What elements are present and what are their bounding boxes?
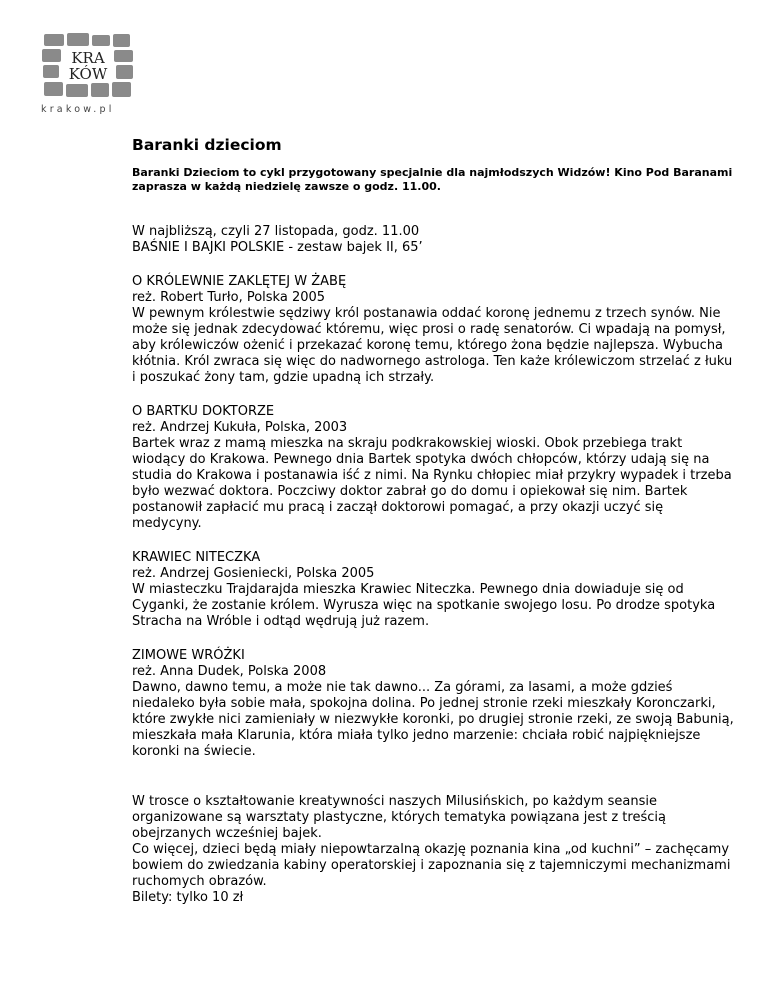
film-title: KRAWIEC NITECZKA [132,550,261,565]
film-description: W pewnym królestwie sędziwy król postanawia oddać koronę jednemu z trzech synów. Nie może się jednak zdecydować któremu, więc prosi o radę senatorów. Ci wpadają na pomysł, aby królewiczów ożenić i przekazać koronę temu, którego żona będzie najlepsza. Wybucha kłótnia. Król zwraca się więc do nadwornego astrologa. Ten każe królewiczom strzelać z łuku i poszukać żony tam, gdzie upadną ich strzały. [132,306,733,385]
krakow-logo-mosaic-icon [40,32,136,106]
logo-caption: krakow.pl [41,104,115,115]
screening-lead [132,224,736,256]
film-credit: reż. Andrzej Gosieniecki, Polska 2005 [132,566,375,581]
screening-date: W najbliższą, czyli 27 listopada, godz. 11.00 [132,224,420,239]
film-title: ZIMOWE WRÓŻKI [132,648,245,663]
film-description: Bartek wraz z mamą mieszka na skraju podkrakowskiej wioski. Obok przebiega trakt wiodący do Krakowa. Pewnego dnia Bartek spotyka dwóch chłopców, którzy udają się na studia do Krakowa i postanawia iść z nimi. Na Rynku chłopiec miał przykry wypadek i trzeba było wezwać doktora. Poczciwy doktor zabrał go do domu i opiekował się nim. Bartek postanowił zapłacić mu pracą i zaczął doktorowi pomagać, a przy okazji uczyć się medycyny. [132,436,732,531]
projection-room-paragraph: Co więcej, dzieci będą miały niepowtarzalną okazję poznania kina „od kuchni” – zachęcamy bowiem do zwiedzania kabiny operatorskiej i zapoznania się z tajemniczymi mechanizmami ruchomych obrazów. [132,842,731,889]
film-title: O KRÓLEWNIE ZAKLĘTEJ W ŻABĘ [132,274,347,289]
screening-program: BAŚNIE I BAJKI POLSKIE - zestaw bajek II, 65’ [132,240,423,255]
logo-text-bottom: KÓW [68,65,108,83]
film-credit: reż. Robert Turło, Polska 2005 [132,290,326,305]
page-title: Baranki dzieciom [132,136,282,154]
film-entry [132,274,736,386]
film-description: Dawno, dawno temu, a może nie tak dawno... Za górami, za lasami, a może gdzieś niedaleko była sobie mała, spokojna dolina. Po jednej stronie rzeki mieszkały Koronczarki, które zwykłe nici zamieniały w niezwykłe koronki, po drugiej stronie rzeki, ze swoją Babunią, mieszkała mała Klarunia, która miała tylko jedno marzenie: chciała robić najpiękniejsze koronki na świecie. [132,680,734,759]
workshops-paragraph: W trosce o kształtowanie kreatywności naszych Milusińskich, po każdym seansie organizowane są warsztaty plastyczne, których tematyka powiązana jest z treścią obejrzanych wcześniej bajek. [132,794,666,841]
film-description: W miasteczku Trajdarajda mieszka Krawiec Niteczka. Pewnego dnia dowiaduje się od Cyganki, że zostanie królem. Wyrusza więc na spotkanie swojego losu. Po drodze spotyka Stracha na Wróble i odtąd wędrują już razem. [132,582,716,629]
film-entry [132,404,736,532]
film-credit: reż. Anna Dudek, Polska 2008 [132,664,327,679]
closing-info [132,794,736,906]
ticket-price: Bilety: tylko 10 zł [132,890,244,905]
logo-text-top: KRA [71,49,105,67]
film-entry [132,648,736,760]
article [132,136,736,906]
film-credit: reż. Andrzej Kukuła, Polska, 2003 [132,420,348,435]
film-entry [132,550,736,630]
intro-paragraph: Baranki Dzieciom to cykl przygotowany specjalnie dla najmłodszych Widzów! Kino Pod Baranami zaprasza w każdą niedzielę zawsze o godz. 11.00. [132,166,733,193]
film-title: O BARTKU DOKTORZE [132,404,275,419]
